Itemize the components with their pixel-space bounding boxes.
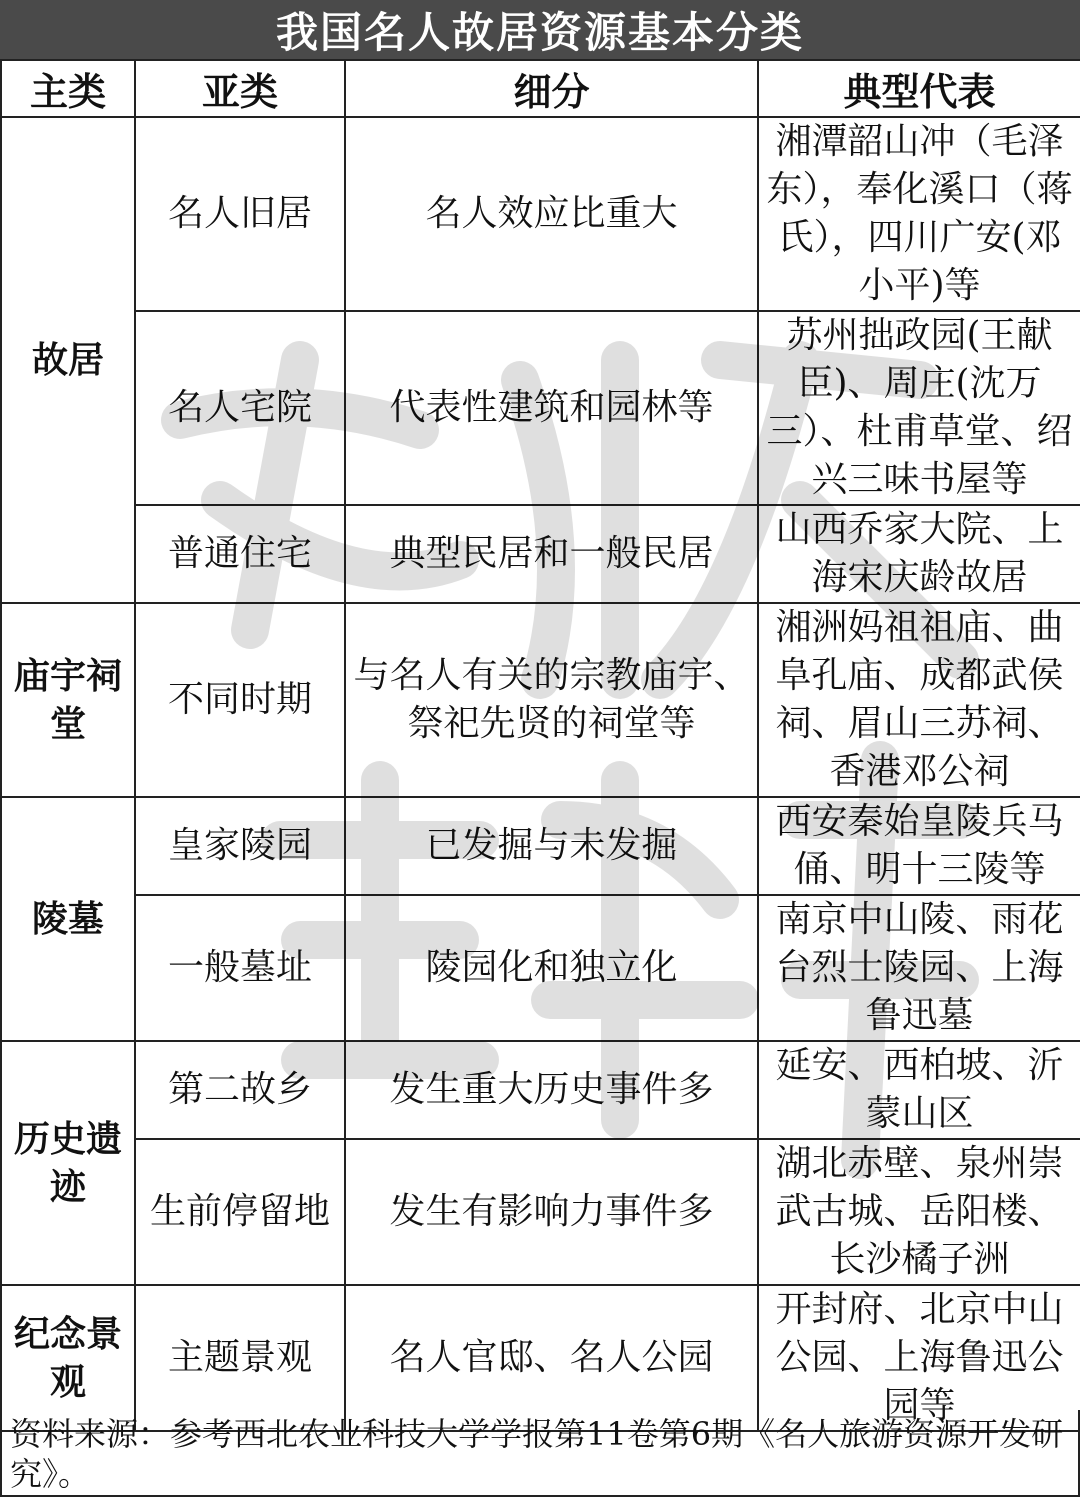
table-row <box>1 1041 1080 1139</box>
table-row <box>1 311 1080 505</box>
table-row <box>1 505 1080 603</box>
table-row <box>1 895 1080 1041</box>
subcategory-cell: 第二故乡 <box>135 1041 345 1139</box>
main-category-cell: 纪念景观 <box>1 1285 135 1431</box>
examples-cell: 南京中山陵、雨花台烈士陵园、上海鲁迅墓 <box>758 895 1080 1041</box>
table-row <box>1 117 1080 311</box>
examples-cell: 开封府、北京中山公园、上海鲁迅公园等 <box>758 1285 1080 1431</box>
detail-cell: 名人官邸、名人公园 <box>345 1285 758 1431</box>
subcategory-cell: 一般墓址 <box>135 895 345 1041</box>
examples-cell: 延安、西柏坡、沂蒙山区 <box>758 1041 1080 1139</box>
main-category-cell: 庙宇祠堂 <box>1 603 135 797</box>
classification-table <box>0 59 1080 1432</box>
examples-cell: 湖北赤壁、泉州崇武古城、岳阳楼、长沙橘子洲 <box>758 1139 1080 1285</box>
subcategory-cell: 名人旧居 <box>135 117 345 311</box>
main-category-cell: 历史遗迹 <box>1 1041 135 1285</box>
header-sub: 亚类 <box>135 60 345 117</box>
examples-cell: 西安秦始皇陵兵马俑、明十三陵等 <box>758 797 1080 895</box>
detail-cell: 代表性建筑和园林等 <box>345 311 758 505</box>
detail-cell: 典型民居和一般民居 <box>345 505 758 603</box>
header-row <box>1 60 1080 117</box>
table-title: 我国名人故居资源基本分类 <box>0 0 1080 59</box>
subcategory-cell: 皇家陵园 <box>135 797 345 895</box>
subcategory-cell: 名人宅院 <box>135 311 345 505</box>
subcategory-cell: 不同时期 <box>135 603 345 797</box>
header-detail: 细分 <box>345 60 758 117</box>
subcategory-cell: 生前停留地 <box>135 1139 345 1285</box>
table-row <box>1 797 1080 895</box>
main-category-cell: 故居 <box>1 117 135 603</box>
subcategory-cell: 普通住宅 <box>135 505 345 603</box>
examples-cell: 湘潭韶山冲（毛泽东），奉化溪口（蒋氏），四川广安(邓小平)等 <box>758 117 1080 311</box>
detail-cell: 发生重大历史事件多 <box>345 1041 758 1139</box>
detail-cell: 陵园化和独立化 <box>345 895 758 1041</box>
detail-cell: 已发掘与未发掘 <box>345 797 758 895</box>
source-note: 资料来源：参考西北农业科技大学学报第11卷第6期《名人旅游资源开发研究》。 <box>0 1410 1080 1497</box>
header-main: 主类 <box>1 60 135 117</box>
detail-cell: 与名人有关的宗教庙宇、祭祀先贤的祠堂等 <box>345 603 758 797</box>
examples-cell: 湘洲妈祖祖庙、曲阜孔庙、成都武侯祠、眉山三苏祠、香港邓公祠 <box>758 603 1080 797</box>
examples-cell: 苏州拙政园(王献臣)、周庄(沈万三）、杜甫草堂、绍兴三味书屋等 <box>758 311 1080 505</box>
header-examples: 典型代表 <box>758 60 1080 117</box>
subcategory-cell: 主题景观 <box>135 1285 345 1431</box>
examples-cell: 山西乔家大院、上海宋庆龄故居 <box>758 505 1080 603</box>
detail-cell: 名人效应比重大 <box>345 117 758 311</box>
main-category-cell: 陵墓 <box>1 797 135 1041</box>
table-row <box>1 603 1080 797</box>
detail-cell: 发生有影响力事件多 <box>345 1139 758 1285</box>
table-row <box>1 1139 1080 1285</box>
